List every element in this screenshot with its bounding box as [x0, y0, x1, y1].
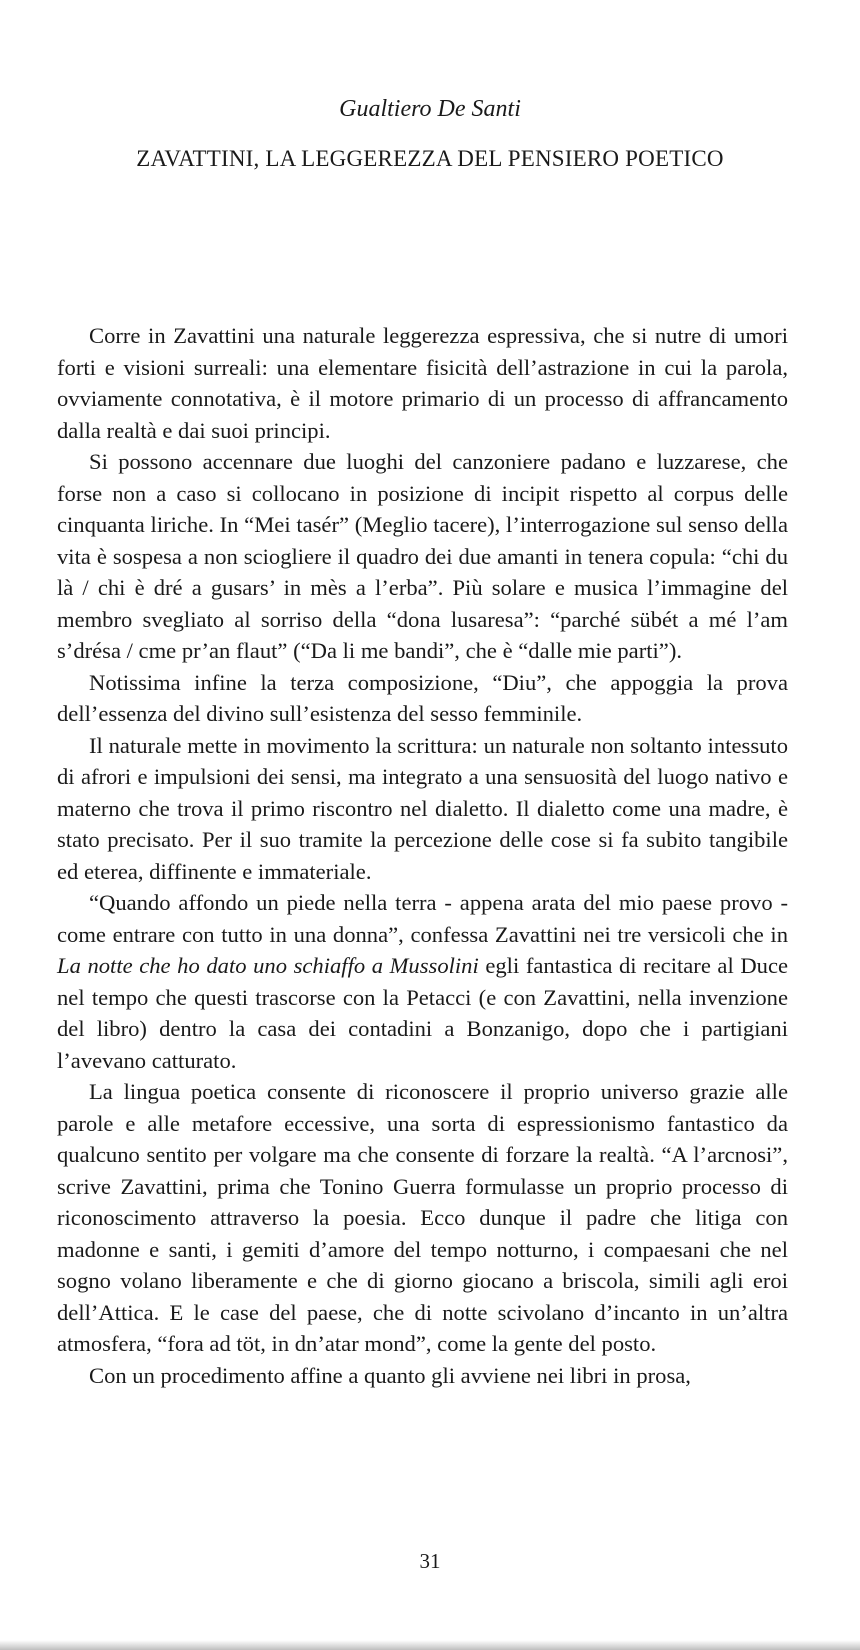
paragraph-text: Il naturale mette in movimento la scrittura: un naturale non soltanto intessuto di afrori e impulsioni dei sensi, ma integrato a una sensuosità del luogo nativo e materno che trova il primo riscontro nel dialetto. Il dialetto come una madre, è stato precisato. Per il suo tramite la percezione delle cose si fa subito tangibile ed eterea, diffinente e immateriale. — [57, 732, 788, 884]
chapter-title: ZAVATTINI, LA LEGGEREZZA DEL PENSIERO POETICO — [136, 146, 724, 171]
paragraph-2 — [57, 446, 788, 667]
author-name: Gualtiero De Santi — [339, 96, 521, 122]
paragraph-text: egli fantastica di recitare al Duce nel tempo che questi trascorse con la Petacci (e con Zavattini, nella invenzione del libro) dentro la casa dei contadini a Bonzanigo, dopo che i partigiani l’avevano catturato. — [57, 953, 789, 1073]
paragraph-text: Notissima infine la terza composizione, “Diu”, che appoggia la prova dell’essenza del divino sull’esistenza del sesso femminile. — [57, 669, 788, 726]
paragraph-text: “Quando affondo un piede nella terra - appena arata del mio paese provo - come entrare con tutto in una donna”, confessa Zavattini nei tre versicoli che in — [57, 890, 788, 947]
paragraph-1 — [57, 320, 788, 446]
paragraph-text: Si possono accennare due luoghi del canzoniere padano e luzzarese, che forse non a caso si collocano in posizione di incipit rispetto al corpus delle cinquanta liriche. In “Mei tasér” (Meglio tacere), l’interrogazione sul senso della vita è sospesa a non sciogliere il quadro dei due amanti in tenera copula: “chi du là / chi è dré a gusars’ in mès a l’erba”. Più solare e musica l’immagine del membro svegliato al sorriso della “dona lusaresa”: “parché sübét a mé l’am s’drésa / cme pr’an flaut” (“Da li me bandi”, che è “dalle mie parti”). — [57, 449, 788, 663]
paragraph-7 — [57, 1360, 788, 1392]
paragraph-4 — [57, 730, 788, 888]
paragraph-text: Con un procedimento affine a quanto gli avviene nei libri in prosa, — [89, 1362, 691, 1388]
page-number: 31 — [419, 1549, 441, 1573]
body-text — [57, 320, 788, 1391]
book-title-italic: La notte che ho dato uno schiaffo a Mussolini — [57, 953, 479, 978]
scan-bottom-edge — [0, 1640, 860, 1650]
paragraph-5 — [57, 887, 788, 1076]
paragraph-text: La lingua poetica consente di riconoscere il proprio universo grazie alle parole e alle metafore eccessive, una sorta di espressionismo fantastico da qualcuno sentito per volgare ma che consente di forzare la realtà. “A l’arcnosi”, scrive Zavattini, prima che Tonino Guerra formulasse un proprio processo di riconoscimento attraverso la poesia. Ecco dunque il padre che litiga con madonne e santi, i gemiti d’amore del tempo notturno, i compaesani che nel sogno volano liberamente e che di giorno giocano a briscola, simili agli eroi dell’Attica. E le case del paese, che di notte scivolano d’incanto in un’altra atmosfera, “fora ad töt, in dn’atar mond”, come la gente del posto. — [57, 1079, 788, 1356]
paragraph-3 — [57, 667, 788, 730]
paragraph-6 — [57, 1076, 788, 1360]
paragraph-text: Corre in Zavattini una naturale leggerezza espressiva, che si nutre di umori forti e visioni surreali: una elementare fisicità dell’astrazione in cui la parola, ovviamente connotativa, è il motore primario di un processo di affrancamento dalla realtà e dai suoi principi. — [57, 323, 788, 443]
